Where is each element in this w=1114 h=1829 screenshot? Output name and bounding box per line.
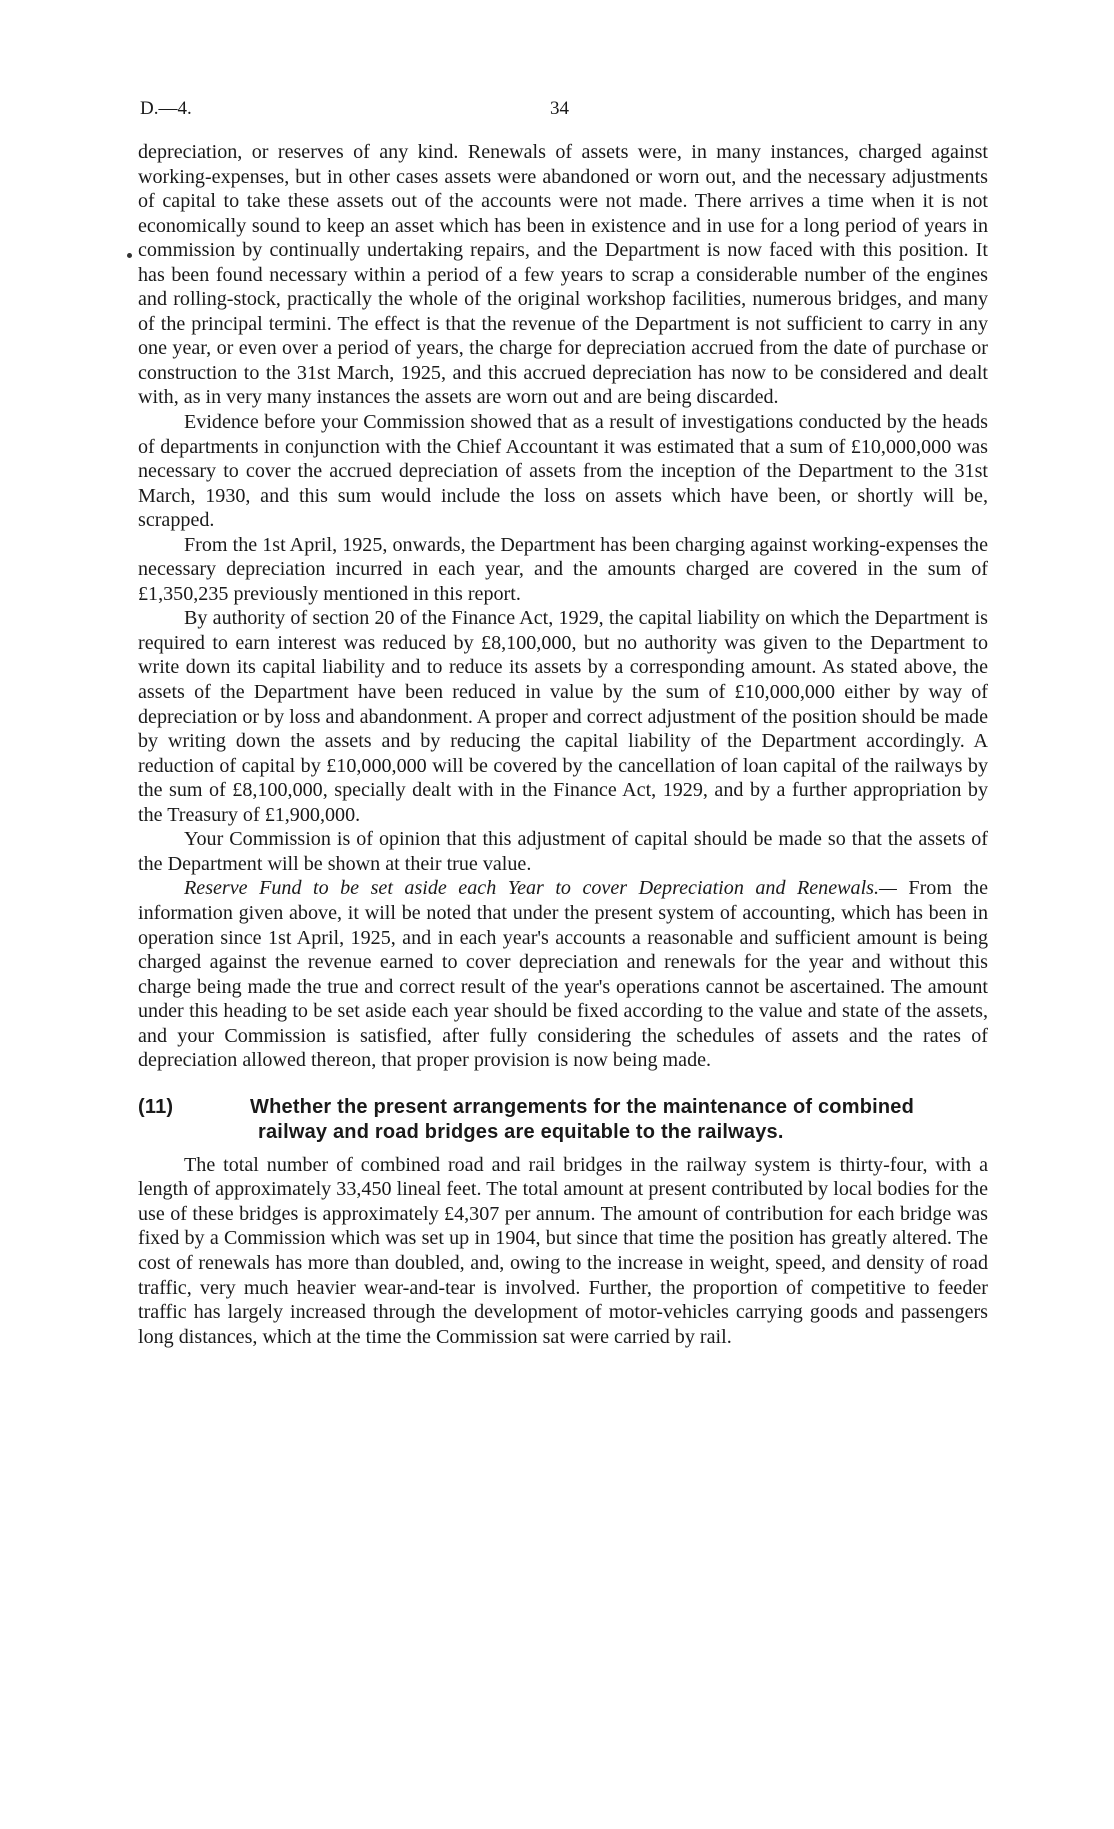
paragraph-from-1st-april: From the 1st April, 1925, onwards, the Department has been charging against working-expenses the necessary depreciation incurred in each year, and the amounts charged are covered in the sum of £1,350,235 previously mentioned in this report. <box>138 533 988 605</box>
paragraph-depreciation-continued: depreciation, or reserves of any kind. Renewals of assets were, in many instances, charged against working-expenses, but in other cases assets were abandoned or worn out, and the necessary adjustments of capital to take these assets out of the accounts were not made. There arrives a time when it is not economically sound to keep an asset which has been in existence and in use for a long period of years in commission by continually undertaking repairs, and the Department is now faced with this position. It has been found necessary within a period of a few years to scrap a considerable number of the engines and rolling-stock, practically the whole of the original workshop facilities, numerous bridges, and many of the principal termini. The effect is that the revenue of the Department is not sufficient to carry in any one year, or even over a period of years, the charge for depreciation accrued from the date of purchase or construction to the 31st March, 1925, and this accrued depreciation has now to be considered and dealt with, as in very many instances the assets are worn out and are being discarded. <box>138 141 988 409</box>
page-number: 34 <box>550 98 569 119</box>
margin-dot-mark <box>127 253 132 258</box>
paragraph-commission-opinion: Your Commission is of opinion that this adjustment of capital should be made so that the assets of the Department will be shown at their true value. <box>138 828 988 875</box>
paragraph-reserve-fund <box>138 876 988 1072</box>
body-text <box>138 140 988 1349</box>
reserve-fund-heading: Reserve Fund to be set aside each Year to cover Depreciation and Renewals.— <box>184 877 897 900</box>
document-reference: D.—4. <box>140 98 192 119</box>
section-11-number: (11) <box>138 1095 174 1118</box>
paragraph-combined-bridges: The total number of combined road and rail bridges in the railway system is thirty-four, with a length of approximately 33,450 lineal feet. The total amount at present contributed by local bodies for the use of these bridges is approximately £4,307 per annum. The amount of contribution for each bridge was fixed by a Commission which was set up in 1904, but since that time the position has greatly altered. The cost of renewals has more than doubled, and, owing to the increase in weight, speed, and density of road traffic, very much heavier wear-and-tear is involved. Further, the proportion of competitive to feeder traffic has largely increased through the development of motor-vehicles carrying goods and passengers long distances, which at the time the Commission sat were carried by rail. <box>138 1153 988 1348</box>
paragraph-evidence: Evidence before your Commission showed that as a result of investigations conducted by the heads of departments in conjunction with the Chief Accountant it was estimated that a sum of £10,000,000 was necessary to cover the accrued depreciation of assets from the inception of the Department to the 31st March, 1930, and this sum would include the loss on assets which have been, or shortly will be, scrapped. <box>138 411 988 532</box>
reserve-fund-text: From the information given above, it will be noted that under the present system of accounting, which has been in operation since 1st April, 1925, and in each year's accounts a reasonable and sufficient amount is being charged against the revenue earned to cover depreciation and renewals for the year and without this charge being made the true and correct result of the year's operations cannot be ascertained. The amount under this heading to be set aside each year should be fixed according to the value and state of the assets, and your Commission is satisfied, after fully considering the schedules of assets and the rates of depreciation allowed thereon, that proper provision is now being made. <box>138 877 988 1072</box>
section-11-heading <box>138 1095 988 1145</box>
paragraph-finance-act: By authority of section 20 of the Finance Act, 1929, the capital liability on which the Department is required to earn interest was reduced by £8,100,000, but no authority was given to the Department to write down its capital liability and to reduce its assets by a corresponding amount. As stated above, the assets of the Department have been reduced in value by the sum of £10,000,000 either by way of depreciation or by loss and abandonment. A proper and correct adjustment of the position should be made by writing down the assets and by reducing the capital liability of the Department accordingly. A reduction of capital by £10,000,000 will be covered by the cancellation of loan capital of the railways by the sum of £8,100,000, specially dealt with in the Finance Act, 1929, and by a further appropriation by the Treasury of £1,900,000. <box>138 607 988 826</box>
section-11-title: Whether the present arrangements for the maintenance of combined railway and road bridges are equitable to the railways. <box>250 1095 915 1143</box>
page-header <box>140 98 985 128</box>
